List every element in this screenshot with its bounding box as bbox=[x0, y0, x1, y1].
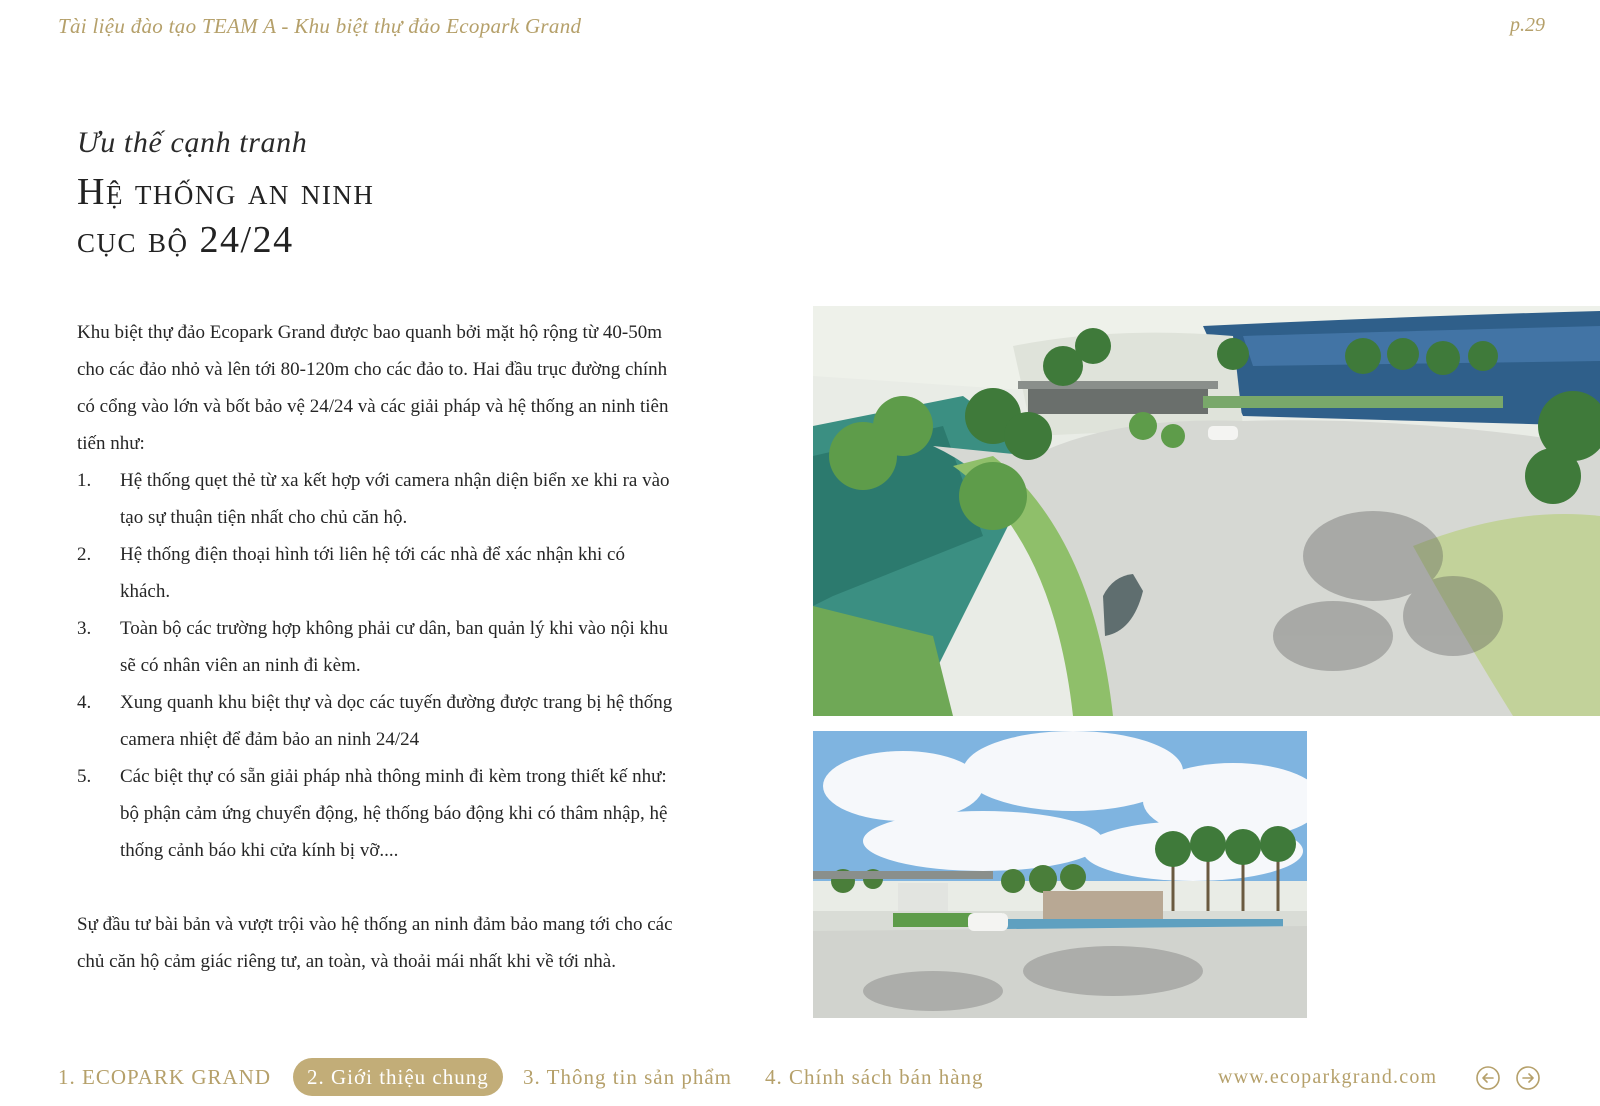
nav-link-ecopark-grand[interactable]: 1. ECOPARK GRAND bbox=[58, 1065, 272, 1089]
body-content bbox=[77, 314, 677, 980]
list-item: 3. Toàn bộ các trường hợp không phải cư dân, ban quản lý khi vào nội khu sẽ có nhân viên an ninh đi kèm. bbox=[77, 618, 669, 676]
nav-link-gioi-thieu-chung[interactable]: 2. Giới thiệu chung bbox=[293, 1058, 503, 1096]
website-link[interactable]: www.ecoparkgrand.com bbox=[1218, 1066, 1438, 1088]
gate-street-rendering bbox=[813, 731, 1307, 1018]
footer-nav bbox=[0, 1058, 1600, 1098]
list-item: 4. Xung quanh khu biệt thự và dọc các tuyến đường được trang bị hệ thống camera nhiệt để đảm bảo an ninh 24/24 bbox=[77, 692, 673, 750]
title-line-1: Hệ thống an ninh bbox=[77, 171, 375, 213]
title-line-2: cục bộ 24/24 bbox=[77, 219, 294, 261]
arrow-left-icon[interactable] bbox=[1476, 1066, 1500, 1090]
list-item: 2. Hệ thống điện thoại hình tới liên hệ tới các nhà để xác nhận khi có khách. bbox=[77, 544, 625, 602]
security-features-list bbox=[77, 462, 677, 869]
list-item: 5. Các biệt thự có sẵn giải pháp nhà thông minh đi kèm trong thiết kế như: bộ phận cảm ứng chuyển động, hệ thống báo động khi có thâm nhập, hệ thống cảnh báo khi cửa kính bị vỡ.... bbox=[77, 766, 668, 861]
nav-link-thong-tin-san-pham[interactable]: 3. Thông tin sản phẩm bbox=[523, 1065, 733, 1089]
section-subtitle: Ưu thế cạnh tranh bbox=[77, 126, 308, 159]
list-item: 1. Hệ thống quẹt thẻ từ xa kết hợp với camera nhận diện biển xe khi ra vào tạo sự thuận tiện nhất cho chủ căn hộ. bbox=[77, 470, 670, 528]
nav-link-chinh-sach-ban-hang[interactable]: 4. Chính sách bán hàng bbox=[765, 1065, 984, 1089]
page-number: p.29 bbox=[1510, 14, 1545, 36]
arrow-right-icon[interactable] bbox=[1516, 1066, 1540, 1090]
aerial-gate-rendering bbox=[813, 306, 1600, 716]
closing-paragraph: Sự đầu tư bài bản và vượt trội vào hệ thống an ninh đảm bảo mang tới cho các chủ căn hộ cảm giác riêng tư, an toàn, và thoải mái nhất khi về tới nhà. bbox=[77, 914, 673, 972]
section-title bbox=[77, 168, 374, 264]
intro-paragraph: Khu biệt thự đảo Ecopark Grand được bao quanh bởi mặt hộ rộng từ 40-50m cho các đảo nhỏ và lên tới 80-120m cho các đảo to. Hai đầu trục đường chính có cổng vào lớn và bốt bảo vệ 24/24 và các giải pháp và hệ thống an ninh tiên tiến như: bbox=[77, 322, 669, 454]
document-header: Tài liệu đào tạo TEAM A - Khu biệt thự đảo Ecopark Grand bbox=[58, 14, 582, 38]
